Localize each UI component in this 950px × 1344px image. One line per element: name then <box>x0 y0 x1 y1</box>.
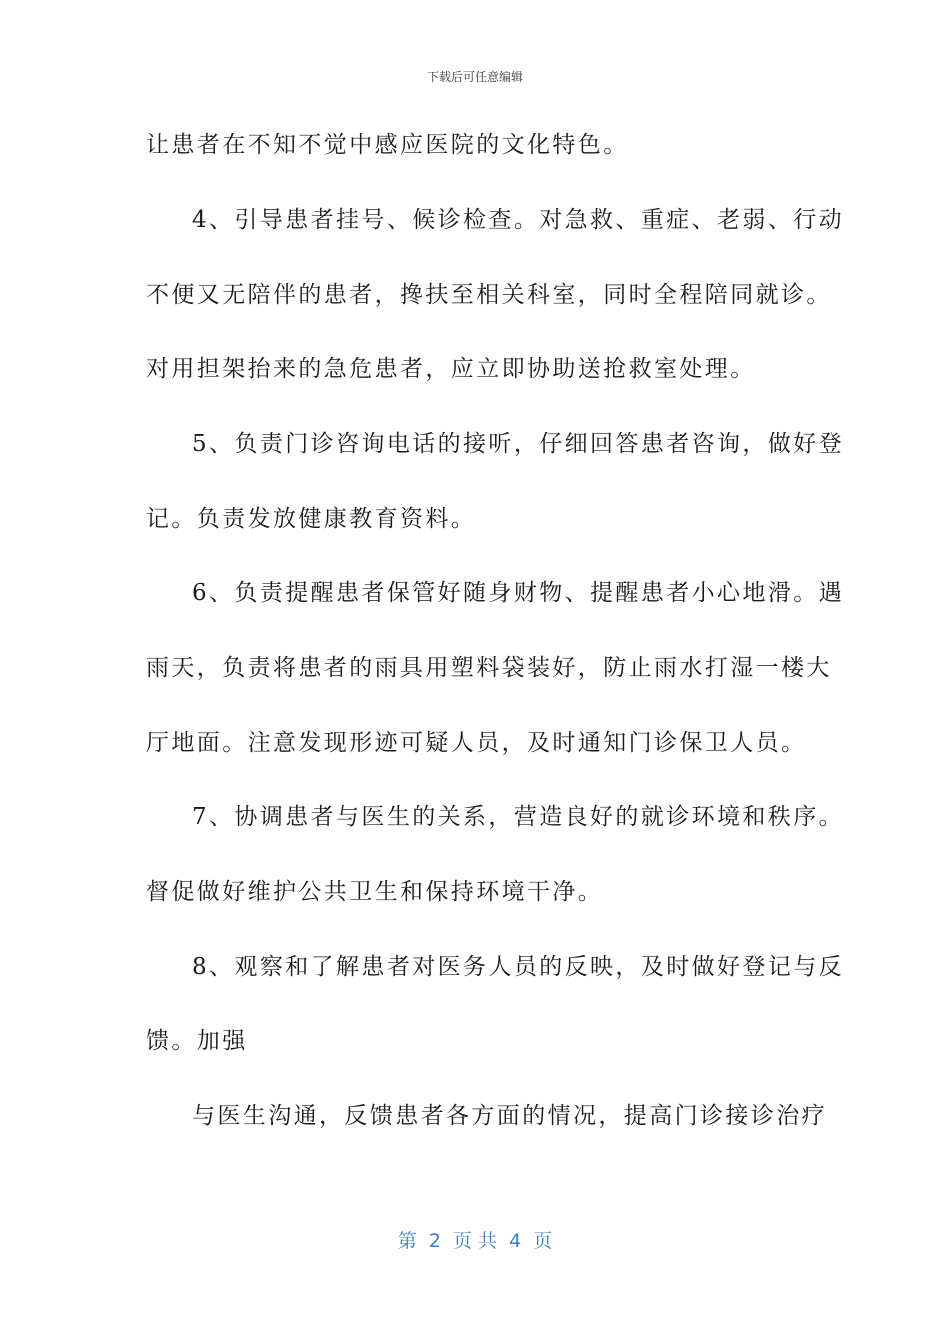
body-line-8: 雨天，负责将患者的雨具用塑料袋装好，防止雨水打湿一楼大 <box>146 655 832 681</box>
body-line-12: 8、观察和了解患者对医务人员的反映，及时做好登记与反 <box>192 954 845 980</box>
body-line-3: 不便又无陪伴的患者，搀扶至相关科室，同时全程陪同就诊。 <box>146 282 832 308</box>
page-number-footer: 第 2 页 共 4 页 <box>397 1230 553 1252</box>
body-line-7: 6、负责提醒患者保管好随身财物、提醒患者小心地滑。遇 <box>192 580 845 606</box>
body-line-4: 对用担架抬来的急危患者，应立即协助送抢救室处理。 <box>146 356 756 382</box>
body-line-9: 厅地面。注意发现形迹可疑人员，及时通知门诊保卫人员。 <box>146 730 807 756</box>
body-line-5: 5、负责门诊咨询电话的接听，仔细回答患者咨询，做好登 <box>192 431 845 457</box>
body-line-13: 馈。加强 <box>146 1028 248 1054</box>
body-line-11: 督促做好维护公共卫生和保持环境干净。 <box>146 879 604 905</box>
body-line-1: 让患者在不知不觉中感应医院的文化特色。 <box>146 132 629 158</box>
page-header: 下载后可任意编辑 <box>426 70 523 84</box>
body-line-2: 4、引导患者挂号、候诊检查。对急救、重症、老弱、行动 <box>192 207 845 233</box>
body-line-10: 7、协调患者与医生的关系，营造良好的就诊环境和秩序。 <box>192 804 845 830</box>
body-line-14: 与医生沟通，反馈患者各方面的情况，提高门诊接诊治疗 <box>192 1103 827 1129</box>
body-line-6: 记。负责发放健康教育资料。 <box>146 506 477 532</box>
